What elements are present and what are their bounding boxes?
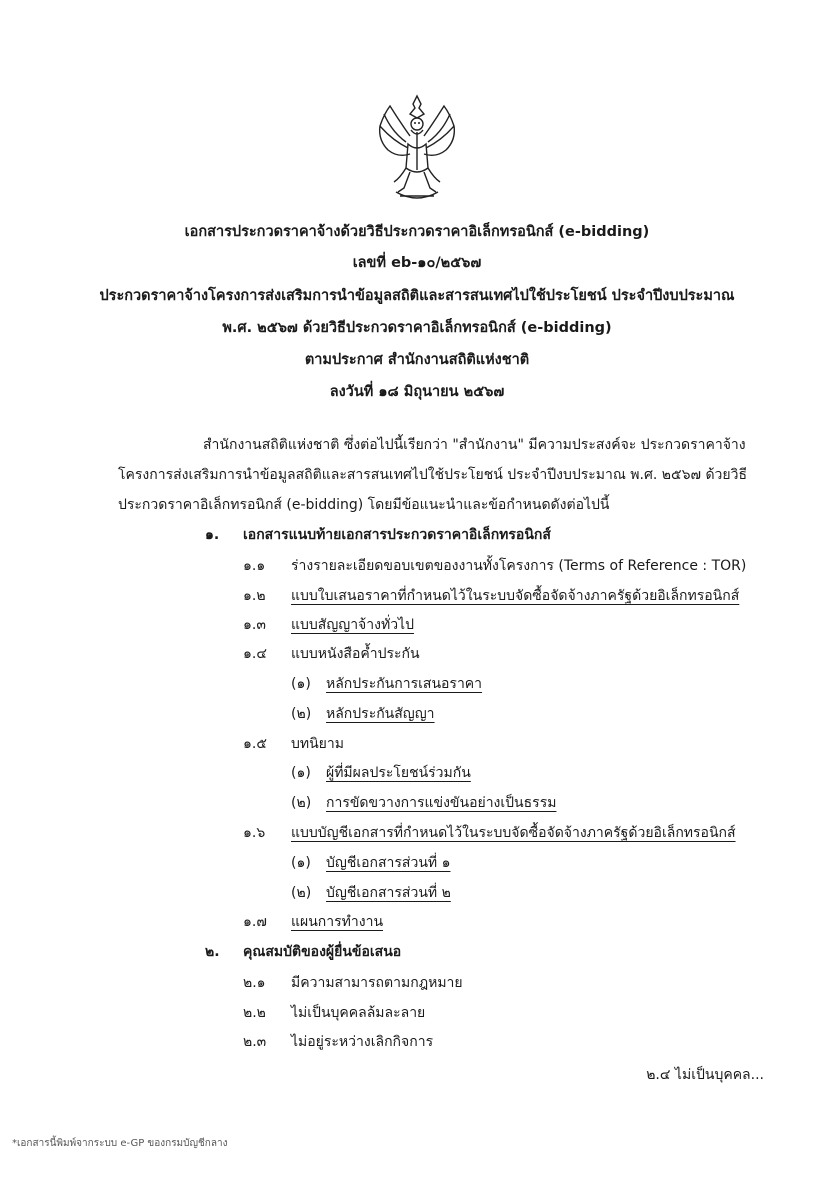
item-number: ๒.๓ <box>243 1034 267 1050</box>
subitem-document-list-1[interactable]: บัญชีเอกสารส่วนที่ ๑ <box>326 855 451 871</box>
garuda-emblem-icon <box>370 92 464 204</box>
subitem-number: (๑) <box>291 676 311 692</box>
item-number: ๑.๒ <box>243 588 266 604</box>
project-title: ประกวดราคาจ้างโครงการส่งเสริมการนำข้อมูลสถิติและสารสนเทศไปใช้ประโยชน์ ประจำปีงบประมาณ <box>99 288 735 304</box>
item-not-dissolving: ไม่อยู่ระหว่างเลิกกิจการ <box>291 1034 434 1050</box>
item-guarantee-form: แบบหนังสือค้ำประกัน <box>291 646 420 662</box>
item-document-list-form[interactable]: แบบบัญชีเอกสารที่กำหนดไว้ในระบบจัดซื้อจัดจ้างภาครัฐด้วยอิเล็กทรอนิกส์ <box>291 825 736 841</box>
intro-line-3: ประกวดราคาอิเล็กทรอนิกส์ (e-bidding) โดยมีข้อแนะนำและข้อกำหนดดังต่อไปนี้ <box>118 497 610 513</box>
item-number: ๑.๓ <box>243 617 266 633</box>
item-number: ๑.๕ <box>243 736 267 752</box>
item-not-bankrupt: ไม่เป็นบุคคลล้มละลาย <box>291 1005 426 1021</box>
item-legal-capacity: มีความสามารถตามกฎหมาย <box>291 975 463 991</box>
continuation-text: ๒.๔ ไม่เป็นบุคคล... <box>646 1067 764 1083</box>
section-1-number: ๑. <box>205 527 220 543</box>
subitem-document-list-2[interactable]: บัญชีเอกสารส่วนที่ ๒ <box>326 885 451 901</box>
item-work-plan[interactable]: แผนการทำงาน <box>291 914 384 930</box>
subitem-number: (๑) <box>291 855 311 871</box>
announcement-date: ลงวันที่ ๑๘ มิถุนายน ๒๕๖๗ <box>329 384 505 400</box>
subitem-joint-interest[interactable]: ผู้ที่มีผลประโยชน์ร่วมกัน <box>326 765 471 781</box>
project-title-cont: พ.ศ. ๒๕๖๗ ด้วยวิธีประกวดราคาอิเล็กทรอนิกส์ (e-bidding) <box>222 320 612 336</box>
section-2-number: ๒. <box>205 944 220 960</box>
subitem-number: (๒) <box>291 795 312 811</box>
item-bid-form[interactable]: แบบใบเสนอราคาที่กำหนดไว้ในระบบจัดซื้อจัดจ้างภาครัฐด้วยอิเล็กทรอนิกส์ <box>291 588 740 604</box>
item-number: ๑.๔ <box>243 646 267 662</box>
announcement-line: ตามประกาศ สำนักงานสถิติแห่งชาติ <box>304 352 530 368</box>
subitem-contract-guarantee[interactable]: หลักประกันสัญญา <box>326 706 435 722</box>
item-contract-form[interactable]: แบบสัญญาจ้างทั่วไป <box>291 617 414 633</box>
item-tor: ร่างรายละเอียดขอบเขตของงานทั้งโครงการ (Terms of Reference : TOR) <box>291 558 747 574</box>
subitem-bid-guarantee[interactable]: หลักประกันการเสนอราคา <box>326 676 483 692</box>
item-definitions: บทนิยาม <box>291 736 344 752</box>
footer-note: *เอกสารนี้พิมพ์จากระบบ e-GP ของกรมบัญชีกลาง <box>12 1138 228 1149</box>
item-number: ๑.๑ <box>243 558 266 574</box>
intro-line-2: โครงการส่งเสริมการนำข้อมูลสถิติและสารสนเทศไปใช้ประโยชน์ ประจำปีงบประมาณ พ.ศ. ๒๕๖๗ ด้วยวิธี <box>118 467 748 483</box>
subitem-anti-competition[interactable]: การขัดขวางการแข่งขันอย่างเป็นธรรม <box>326 795 557 811</box>
item-number: ๒.๑ <box>243 975 266 991</box>
item-number: ๑.๗ <box>243 914 267 930</box>
subitem-number: (๒) <box>291 885 312 901</box>
subitem-number: (๒) <box>291 706 312 722</box>
section-1-title: เอกสารแนบท้ายเอกสารประกวดราคาอิเล็กทรอนิกส์ <box>243 527 551 543</box>
subitem-number: (๑) <box>291 765 311 781</box>
intro-line-1: สำนักงานสถิติแห่งชาติ ซึ่งต่อไปนี้เรียกว่า "สำนักงาน" มีความประสงค์จะ ประกวดราคาจ้าง <box>203 437 746 453</box>
doc-number: เลขที่ eb-๑๐/๒๕๖๗ <box>352 255 482 271</box>
doc-title: เอกสารประกวดราคาจ้างด้วยวิธีประกวดราคาอิเล็กทรอนิกส์ (e-bidding) <box>184 224 650 240</box>
item-number: ๑.๖ <box>243 825 266 841</box>
item-number: ๒.๒ <box>243 1005 266 1021</box>
section-2-title: คุณสมบัติของผู้ยื่นข้อเสนอ <box>243 944 402 960</box>
